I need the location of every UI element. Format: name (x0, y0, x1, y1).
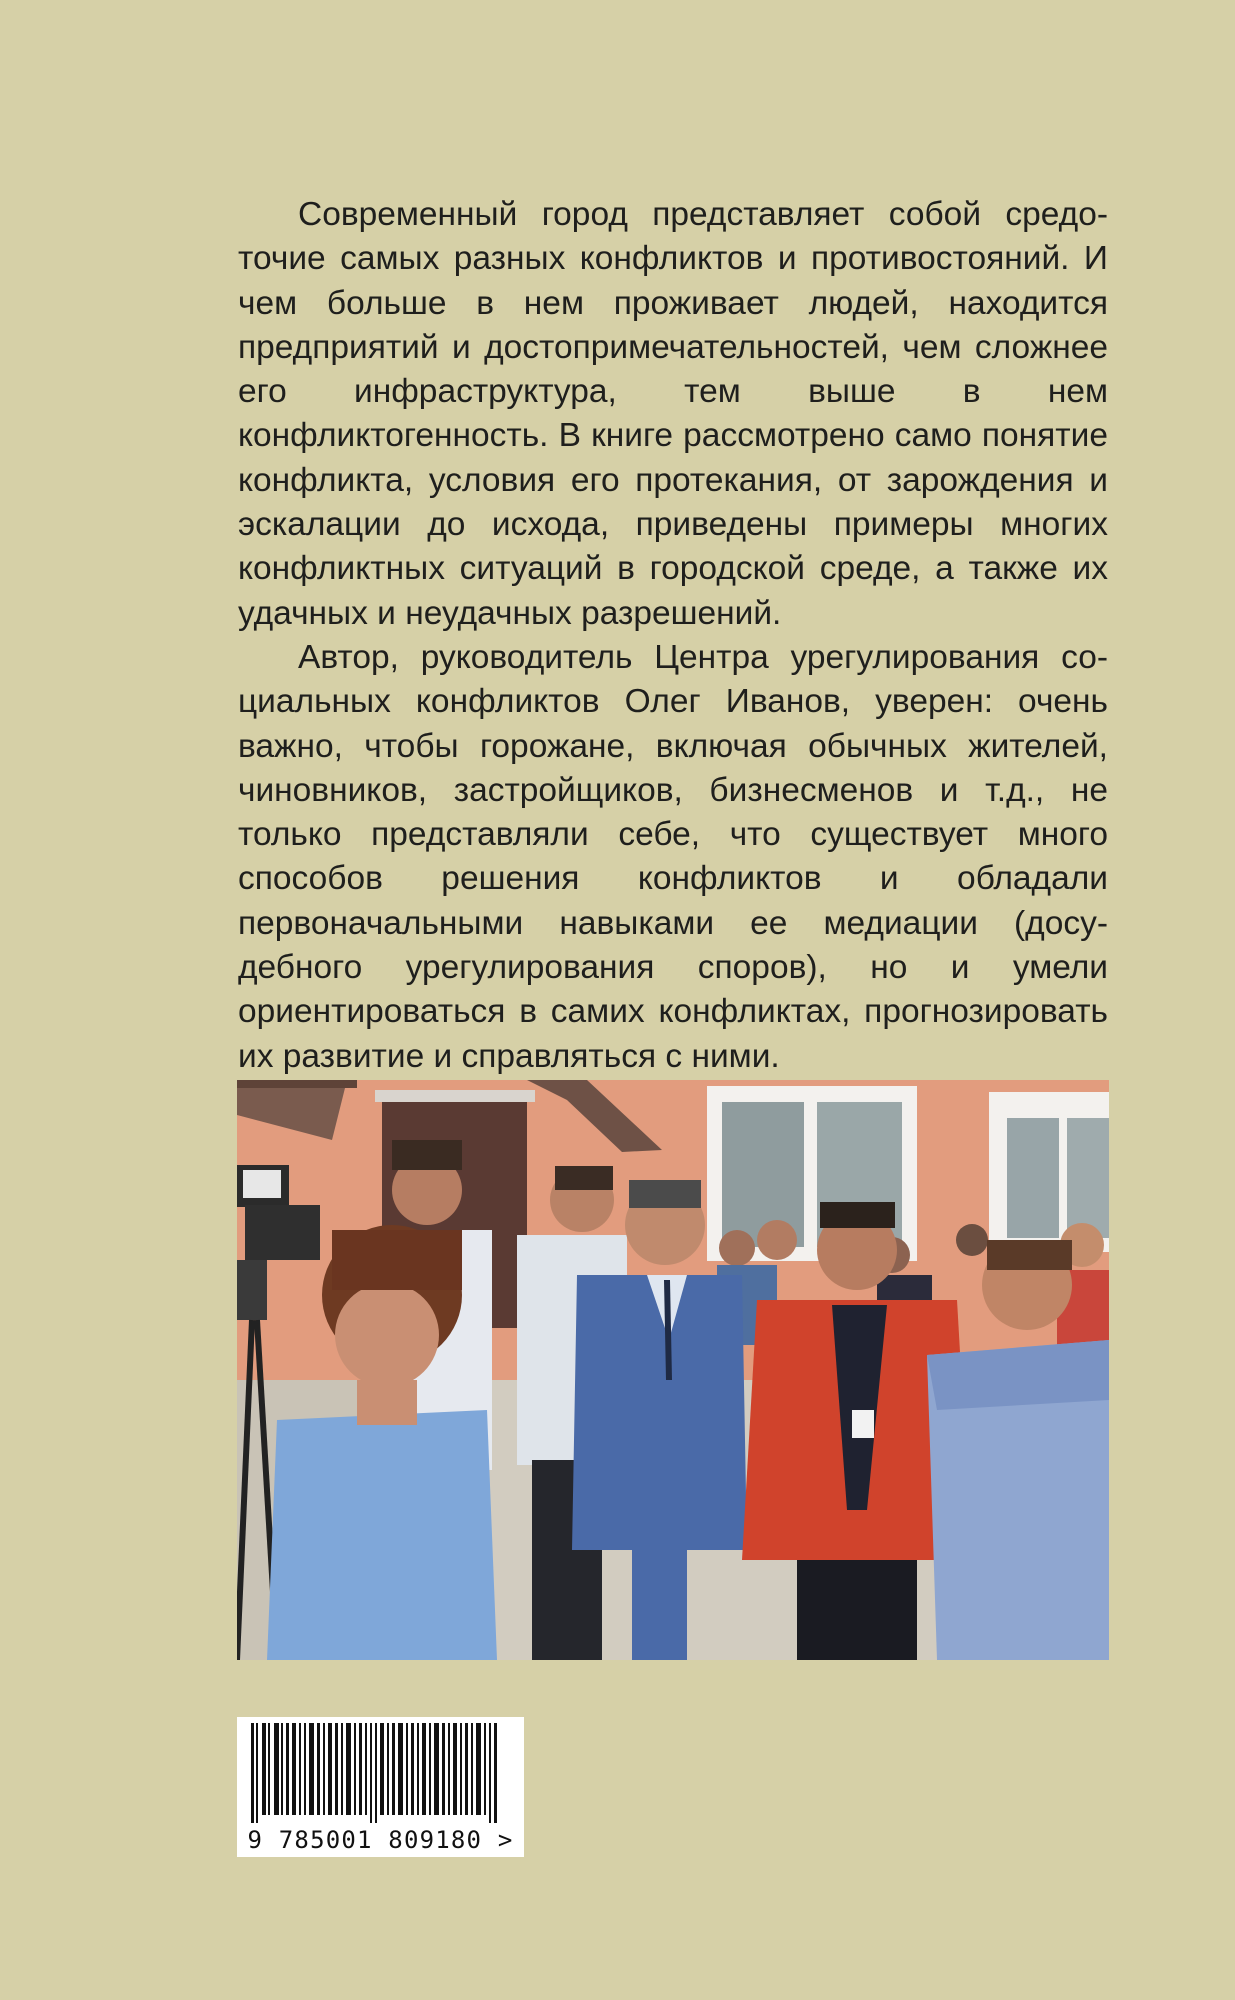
isbn-digits: 9 785001 809180 > (247, 1826, 514, 1854)
isbn-barcode (237, 1717, 524, 1857)
cover-photo (237, 1080, 1109, 1660)
barcode-bars (237, 1717, 524, 1825)
blurb-text (238, 193, 1108, 1079)
blurb-paragraph-2: Автор, руководитель Центра урегулирования социальных конфликтов Олег Иванов, уверен: очень важно, чтобы горожане, включая обычных жителей, чиновников, застройщиков, бизнесменов и т.д., не только представляли себе, что существует много способов решения конфликтов и обладали первоначальными навыками ее медиации (досудебного урегулирования споров), но и умели ориентироваться в самих конфликтах, прогнозировать их развитие и справляться с ними. (238, 638, 1108, 1075)
blurb-paragraph-1: Современный город представляет собой средоточие самых разных конфликтов и противостояний. И чем больше в нем проживает людей, находится предприятий и достопримечательностей, чем сложнее его инфраструктура, тем выше в нем конфликтогенность. В книге рассмотрено само понятие конфликта, условия его протекания, от зарождения и эскалации до исхода, приведены примеры многих конфликтных ситуаций в городской среде, а также их удачных и неудачных разрешений. (238, 196, 1108, 632)
